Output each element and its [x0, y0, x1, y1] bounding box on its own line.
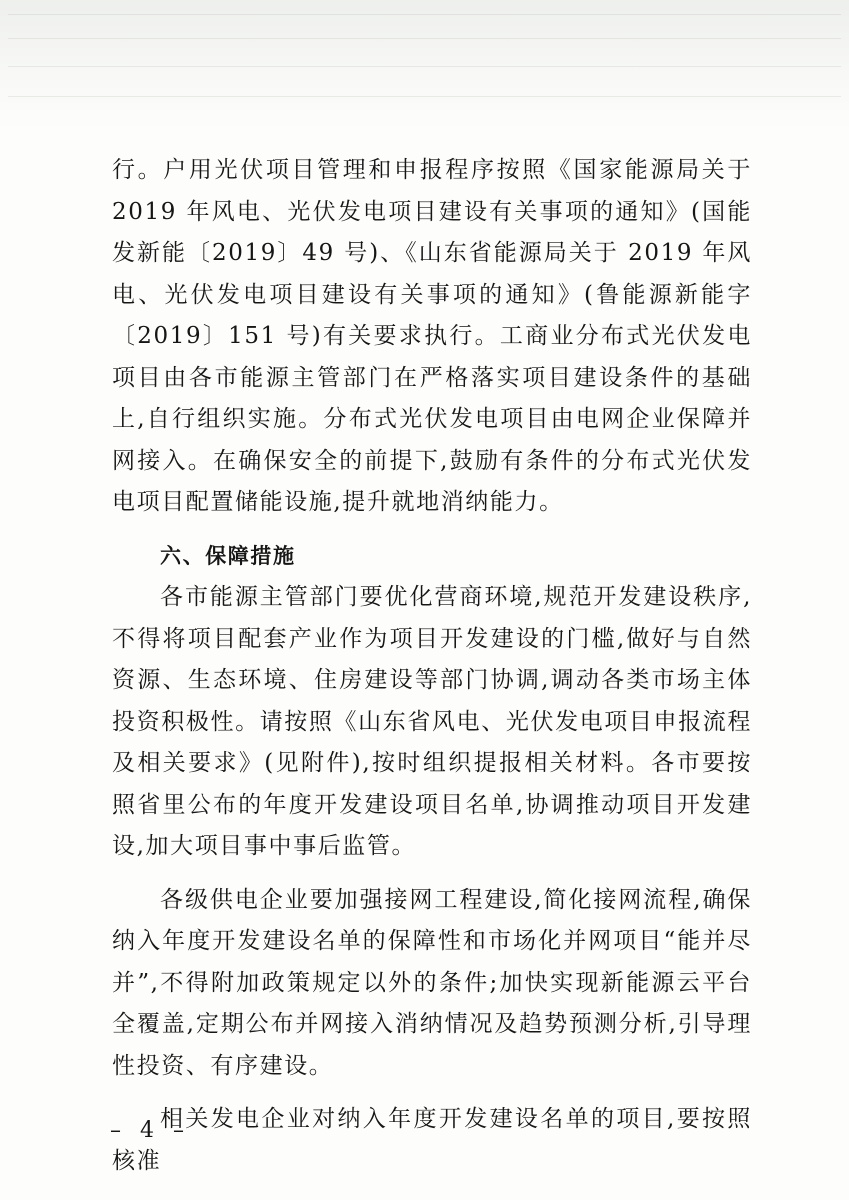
scan-artifact-line	[8, 14, 841, 15]
page-number: – 4 –	[110, 1118, 190, 1143]
scan-artifact-line	[8, 96, 841, 97]
scan-artifact-line	[8, 38, 841, 39]
paragraph-continuation: 行。户用光伏项目管理和申报程序按照《国家能源局关于 2019 年风电、光伏发电项目建设有关事项的通知》(国能发新能〔2019〕49 号)、《山东省能源局关于 2019 年风电、光伏发电项目建设有关事项的通知》(鲁能源新能字〔2019〕151 号)有关要求执行。工商业分布式光伏发电项目由各市能源主管部门在严格落实项目建设条件的基础上,自行组织实施。分布式光伏发电项目由电网企业保障并网接入。在确保安全的前提下,鼓励有条件的分布式光伏发电项目配置储能设施,提升就地消纳能力。	[112, 157, 752, 515]
scan-artifact-line	[8, 66, 841, 67]
document-body	[112, 150, 752, 1182]
paragraph: 相关发电企业对纳入年度开发建设名单的项目,要按照核准	[112, 1106, 752, 1174]
paragraph: 各市能源主管部门要优化营商环境,规范开发建设秩序,不得将项目配套产业作为项目开发建设的门槛,做好与自然资源、生态环境、住房建设等部门协调,调动各类市场主体投资积极性。请按照《山东省风电、光伏发电项目申报流程及相关要求》(见附件),按时组织提报相关材料。各市要按照省里公布的年度开发建设项目名单,协调推动项目开发建设,加大项目事中事后监管。	[112, 584, 752, 859]
section-heading: 六、保障措施	[160, 543, 296, 568]
paragraph: 各级供电企业要加强接网工程建设,简化接网流程,确保纳入年度开发建设名单的保障性和市场化并网项目“能并尽并”,不得附加政策规定以外的条件;加快实现新能源云平台全覆盖,定期公布并网接入消纳情况及趋势预测分析,引导理性投资、有序建设。	[112, 886, 752, 1079]
scan-artifact-band	[0, 0, 849, 130]
